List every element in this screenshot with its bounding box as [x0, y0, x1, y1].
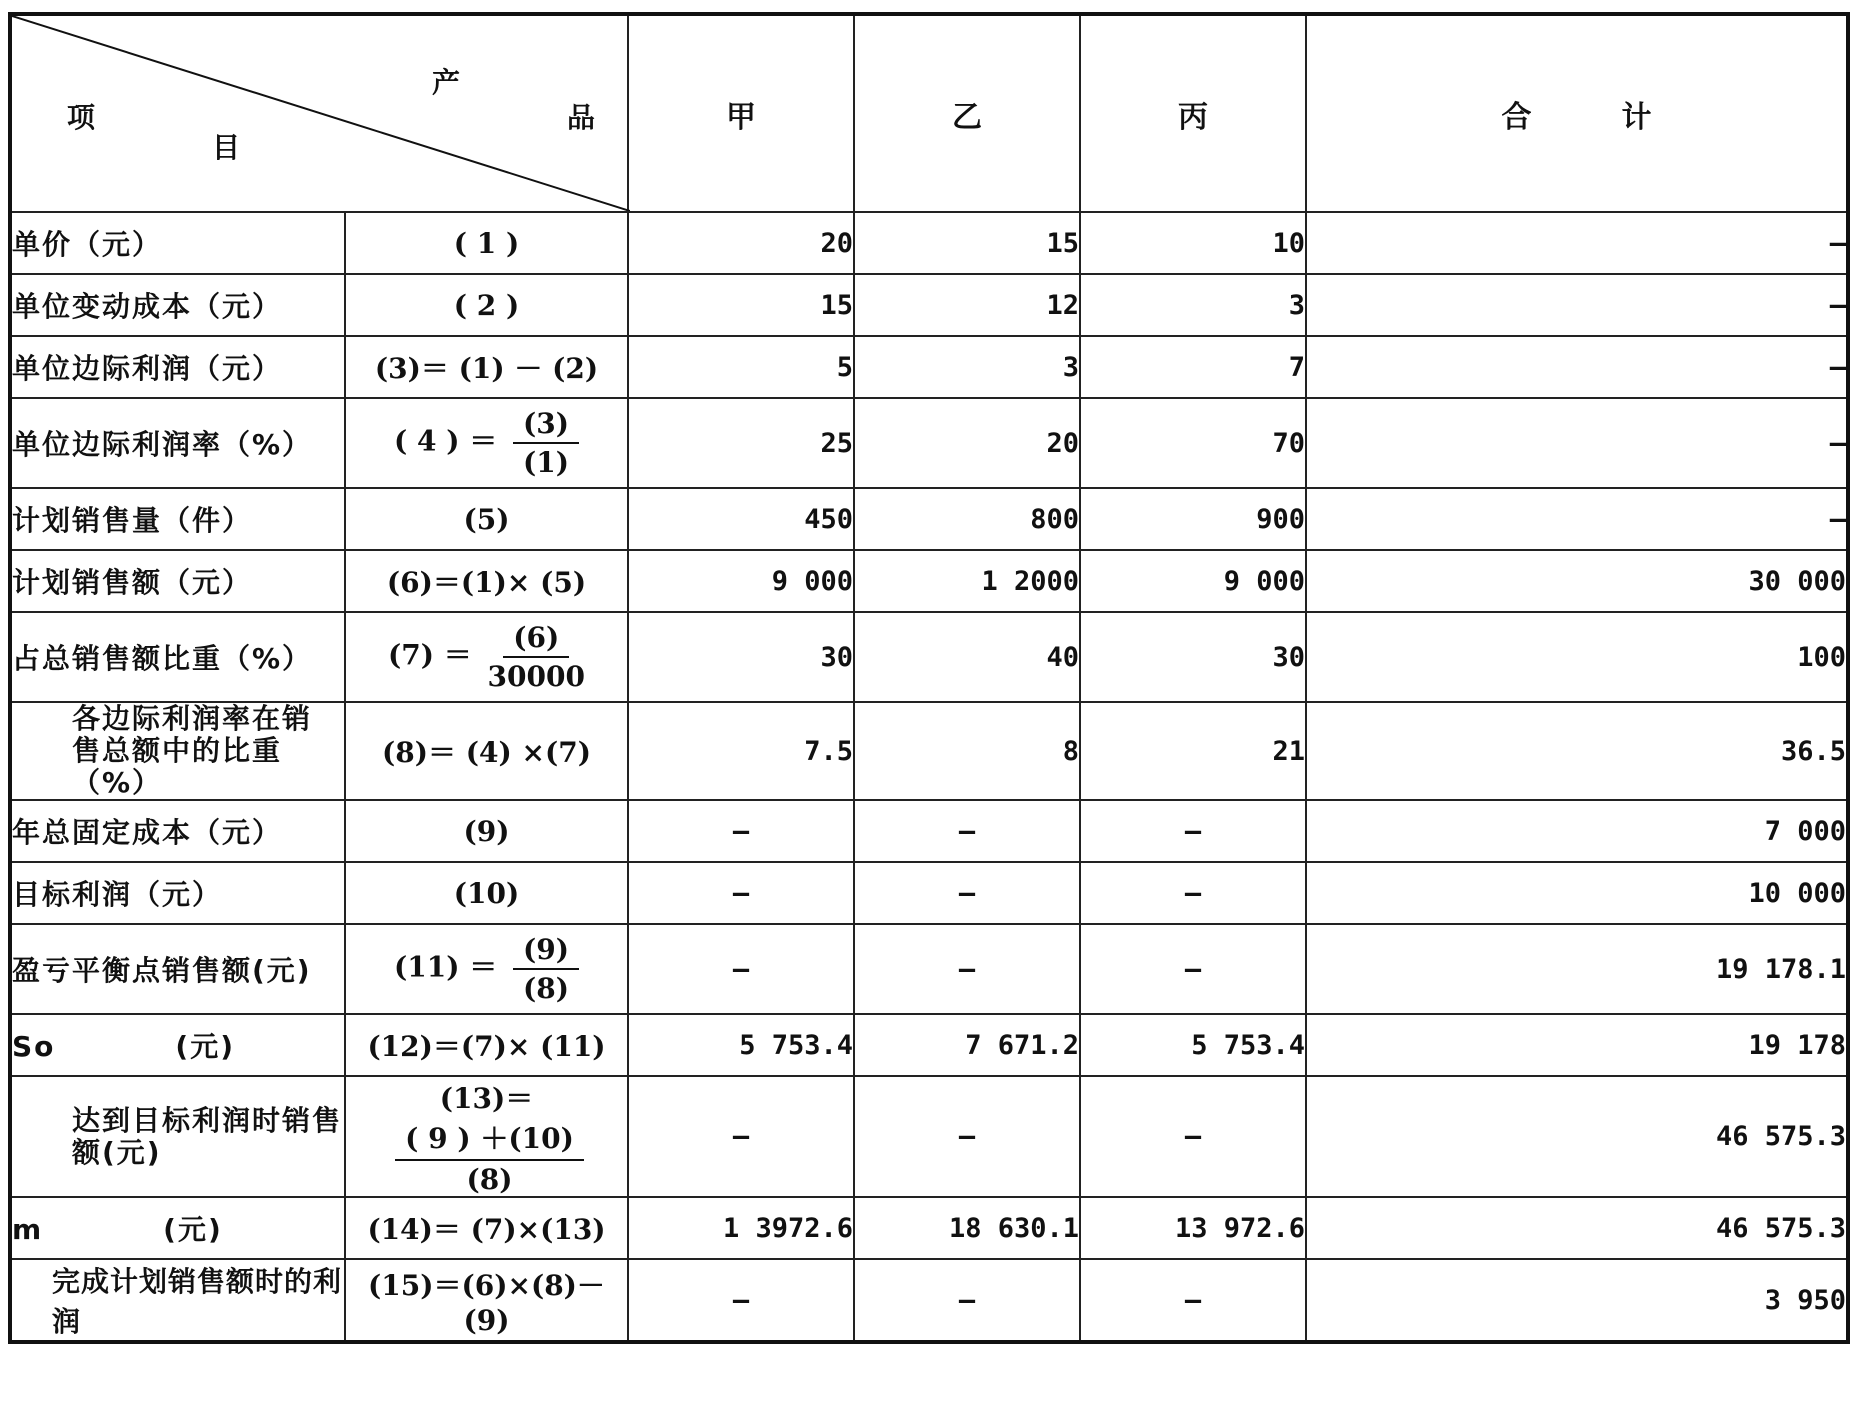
row-label: 单价（元）: [10, 212, 345, 274]
cell-total: —: [1306, 336, 1848, 398]
cell-a: 15: [628, 274, 854, 336]
formula-fraction: [488, 621, 585, 693]
cell-total: —: [1306, 398, 1848, 488]
cell-a: 30: [628, 612, 854, 702]
cell-c: 21: [1080, 702, 1306, 800]
fraction-denominator: (1): [523, 446, 569, 479]
table-row: [10, 336, 1848, 398]
cell-b: —: [854, 1076, 1080, 1197]
table-row: [10, 550, 1848, 612]
cell-total: 46 575.3: [1306, 1076, 1848, 1197]
formula-fraction: [395, 1117, 584, 1196]
cell-a: 5: [628, 336, 854, 398]
table-row: [10, 1197, 1848, 1259]
row-formula: ( 2 ): [345, 274, 628, 336]
cell-a: —: [628, 924, 854, 1014]
cell-a: 450: [628, 488, 854, 550]
row-label: 单位变动成本（元）: [10, 274, 345, 336]
cell-b: 1 2000: [854, 550, 1080, 612]
cell-b: —: [854, 800, 1080, 862]
row-formula: (10): [345, 862, 628, 924]
table-row: [10, 1014, 1848, 1076]
row-label: m (元): [10, 1197, 345, 1259]
cell-b: 15: [854, 212, 1080, 274]
cell-total: —: [1306, 274, 1848, 336]
cell-c: —: [1080, 1259, 1306, 1342]
cell-c: 70: [1080, 398, 1306, 488]
row-formula: (3)＝ (1) － (2): [345, 336, 628, 398]
cell-c: —: [1080, 862, 1306, 924]
cell-total: 19 178: [1306, 1014, 1848, 1076]
cell-b: 800: [854, 488, 1080, 550]
cell-c: —: [1080, 1076, 1306, 1197]
row-formula: (8)＝ (4) ×(7): [345, 702, 628, 800]
cell-b: —: [854, 1259, 1080, 1342]
column-header-a: 甲: [628, 14, 854, 212]
header-row: [10, 14, 1848, 212]
row-label: 完成计划销售额时的利润: [10, 1259, 345, 1342]
cell-c: 900: [1080, 488, 1306, 550]
cell-total: 46 575.3: [1306, 1197, 1848, 1259]
cell-c: 7: [1080, 336, 1306, 398]
cell-c: —: [1080, 924, 1306, 1014]
row-formula: (14)＝ (7)×(13): [345, 1197, 628, 1259]
cell-b: 20: [854, 398, 1080, 488]
cell-c: —: [1080, 800, 1306, 862]
row-formula: [345, 398, 628, 488]
cell-total: —: [1306, 212, 1848, 274]
cost-volume-profit-table: [8, 12, 1850, 1344]
cell-total: 3 950: [1306, 1259, 1848, 1342]
cell-c: 13 972.6: [1080, 1197, 1306, 1259]
cell-total: 10 000: [1306, 862, 1848, 924]
cell-a: —: [628, 800, 854, 862]
cell-b: —: [854, 924, 1080, 1014]
table-row: [10, 1259, 1848, 1342]
table-row: [10, 212, 1848, 274]
row-label: 盈亏平衡点销售额(元): [10, 924, 345, 1014]
cell-total: —: [1306, 488, 1848, 550]
column-header-b: 乙: [854, 14, 1080, 212]
cell-c: 3: [1080, 274, 1306, 336]
cell-c: 30: [1080, 612, 1306, 702]
row-label: 单位边际利润（元）: [10, 336, 345, 398]
cell-b: —: [854, 862, 1080, 924]
row-formula: (12)＝(7)× (11): [345, 1014, 628, 1076]
cell-total: 30 000: [1306, 550, 1848, 612]
formula-prefix: ( 4 ) ＝: [394, 424, 498, 458]
cell-total: 7 000: [1306, 800, 1848, 862]
cell-b: 7 671.2: [854, 1014, 1080, 1076]
fraction-numerator: ( 9 ) ＋(10): [395, 1117, 584, 1161]
table-row: [10, 1076, 1848, 1197]
corner-item-label2: 目: [212, 131, 241, 164]
cell-total: 36.5: [1306, 702, 1848, 800]
row-formula: [345, 612, 628, 702]
corner-item-label: 项: [67, 101, 96, 134]
cell-b: 12: [854, 274, 1080, 336]
row-formula: [345, 924, 628, 1014]
row-label: 单位边际利润率（%）: [10, 398, 345, 488]
row-formula: ( 1 ): [345, 212, 628, 274]
table-row: [10, 488, 1848, 550]
fraction-denominator: 30000: [487, 660, 585, 693]
fraction-denominator: (8): [466, 1163, 513, 1196]
cell-total: 100: [1306, 612, 1848, 702]
cell-c: 5 753.4: [1080, 1014, 1306, 1076]
cell-a: 5 753.4: [628, 1014, 854, 1076]
formula-prefix: (13)＝: [439, 1082, 534, 1115]
formula-fraction: [513, 407, 579, 479]
row-label: 计划销售量（件）: [10, 488, 345, 550]
row-label: 占总销售额比重（%）: [10, 612, 345, 702]
row-label: 目标利润（元）: [10, 862, 345, 924]
row-label: 计划销售额（元）: [10, 550, 345, 612]
cell-a: 9 000: [628, 550, 854, 612]
cell-a: 1 3972.6: [628, 1197, 854, 1259]
table-row: [10, 800, 1848, 862]
row-formula: [345, 1076, 628, 1197]
cell-b: 8: [854, 702, 1080, 800]
row-formula: (5): [345, 488, 628, 550]
row-label: 各边际利润率在销售总额中的比重（%）: [10, 702, 345, 800]
fraction-numerator: (9): [513, 933, 579, 970]
formula-prefix: (11) ＝: [394, 950, 498, 984]
fraction-denominator: (8): [522, 972, 569, 1005]
row-formula: (9): [345, 800, 628, 862]
cell-c: 10: [1080, 212, 1306, 274]
cell-c: 9 000: [1080, 550, 1306, 612]
column-header-c: 丙: [1080, 14, 1306, 212]
cell-total: 19 178.1: [1306, 924, 1848, 1014]
table-row: [10, 612, 1848, 702]
corner-product-label2: 品: [567, 101, 596, 134]
corner-header: [10, 14, 628, 212]
cell-b: 3: [854, 336, 1080, 398]
table-row: [10, 274, 1848, 336]
cell-a: 7.5: [628, 702, 854, 800]
cell-a: —: [628, 1076, 854, 1197]
fraction-numerator: (6): [503, 621, 569, 658]
cell-a: —: [628, 1259, 854, 1342]
formula-prefix: (7) ＝: [388, 638, 472, 672]
row-formula: (6)＝(1)× (5): [345, 550, 628, 612]
row-label: 年总固定成本（元）: [10, 800, 345, 862]
cell-a: 25: [628, 398, 854, 488]
row-label: 达到目标利润时销售额(元): [10, 1076, 345, 1197]
row-formula: (15)＝(6)×(8)－(9): [345, 1259, 628, 1342]
cell-b: 18 630.1: [854, 1197, 1080, 1259]
row-label: So (元): [10, 1014, 345, 1076]
formula-fraction: [513, 933, 579, 1005]
cell-a: —: [628, 862, 854, 924]
corner-product-label: 产: [432, 66, 461, 99]
table-row: [10, 702, 1848, 800]
cell-a: 20: [628, 212, 854, 274]
table-row: [10, 862, 1848, 924]
cell-b: 40: [854, 612, 1080, 702]
column-header-total: 合 计: [1306, 14, 1848, 212]
fraction-numerator: (3): [513, 407, 579, 444]
table-row: [10, 398, 1848, 488]
diagonal-lines: [12, 16, 630, 211]
table-row: [10, 924, 1848, 1014]
